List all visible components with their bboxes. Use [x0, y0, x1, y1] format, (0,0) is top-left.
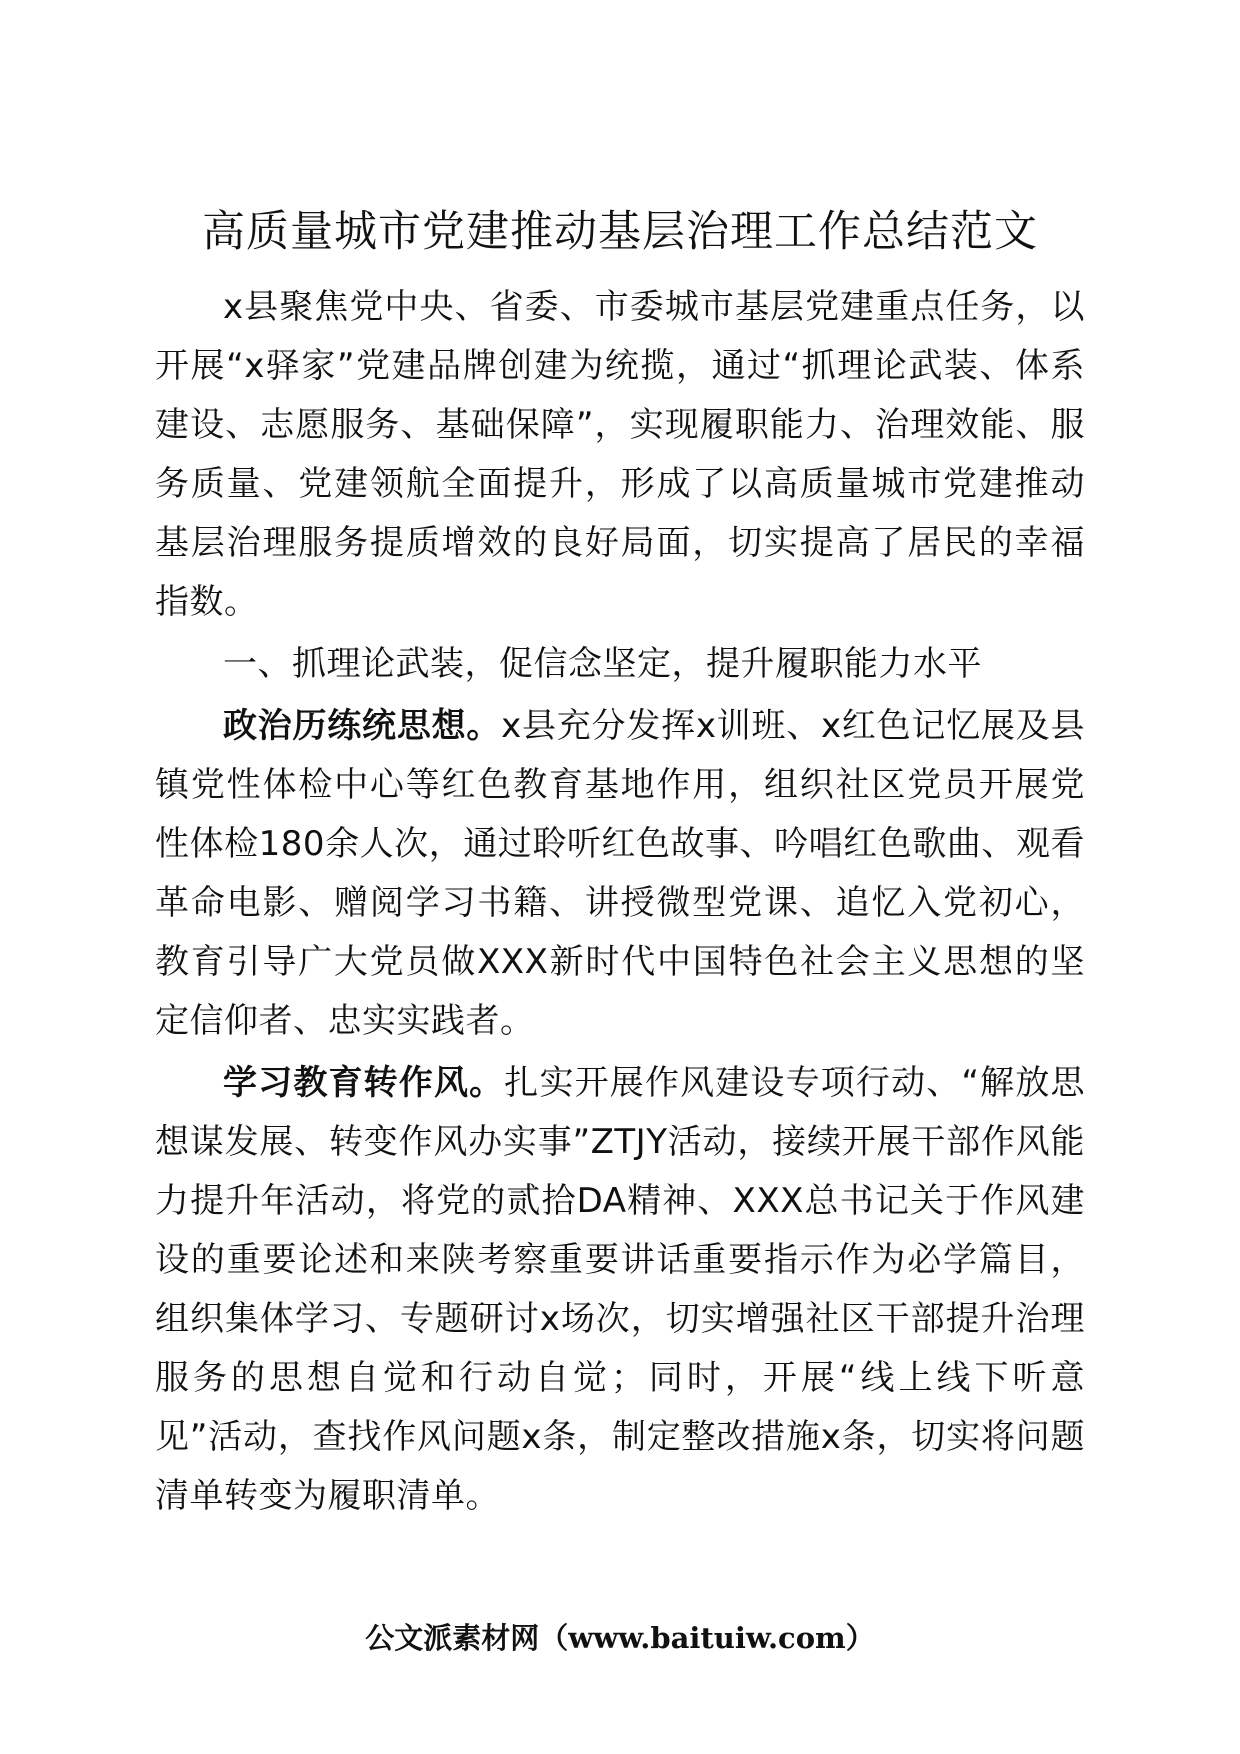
footer-watermark: 公文派素材网（www.baituiw.com） — [365, 1621, 875, 1655]
paragraph-lead: 政治历练统思想。 — [223, 706, 502, 746]
document-title: 高质量城市党建推动基层治理工作总结范文 — [202, 207, 1038, 257]
paragraph-text: 扎实开展作风建设专项行动、“解放思想谋发展、转变作风办实事”ZTJY活动，接续开展干部作风能力提升年活动，将党的贰拾DA精神、XXX总书记关于作风建设的重要论述和来陕考察重要讲话重要指示作为必学篇目，组织集体学习、专题研讨x场次，切实增强社区干部提升治理服务的思想自觉和行动自觉；同时，开展“线上线下听意见”活动，查找作风问题x条，制定整改措施x条，切实将问题清单转变为履职清单。 — [155, 1063, 1085, 1516]
section-heading: 一、抓理论武装，促信念坚定，提升履职能力水平 — [223, 644, 982, 684]
paragraph-text: x县充分发挥x训班、x红色记忆展及县镇党性体检中心等红色教育基地作用，组织社区党员开展党性体检180余人次，通过聆听红色故事、吟唱红色歌曲、观看革命电影、赠阅学习书籍、讲授微型党课、追忆入党初心，教育引导广大党员做XXX新时代中国特色社会主义思想的坚定信仰者、忠实实践者。 — [155, 706, 1085, 1041]
document-body — [155, 278, 1085, 1526]
intro-paragraph: x县聚焦党中央、省委、市委城市基层党建重点任务，以开展“x驿家”党建品牌创建为统揽，通过“抓理论武装、体系建设、志愿服务、基础保障”，实现履职能力、治理效能、服务质量、党建领航全面提升，形成了以高质量城市党建推动基层治理服务提质增效的良好局面，切实提高了居民的幸福指数。 — [155, 287, 1085, 622]
paragraph-political-training — [155, 697, 1085, 1051]
paragraph-lead: 学习教育转作风。 — [223, 1063, 505, 1103]
paragraph-learning-education — [155, 1054, 1085, 1526]
